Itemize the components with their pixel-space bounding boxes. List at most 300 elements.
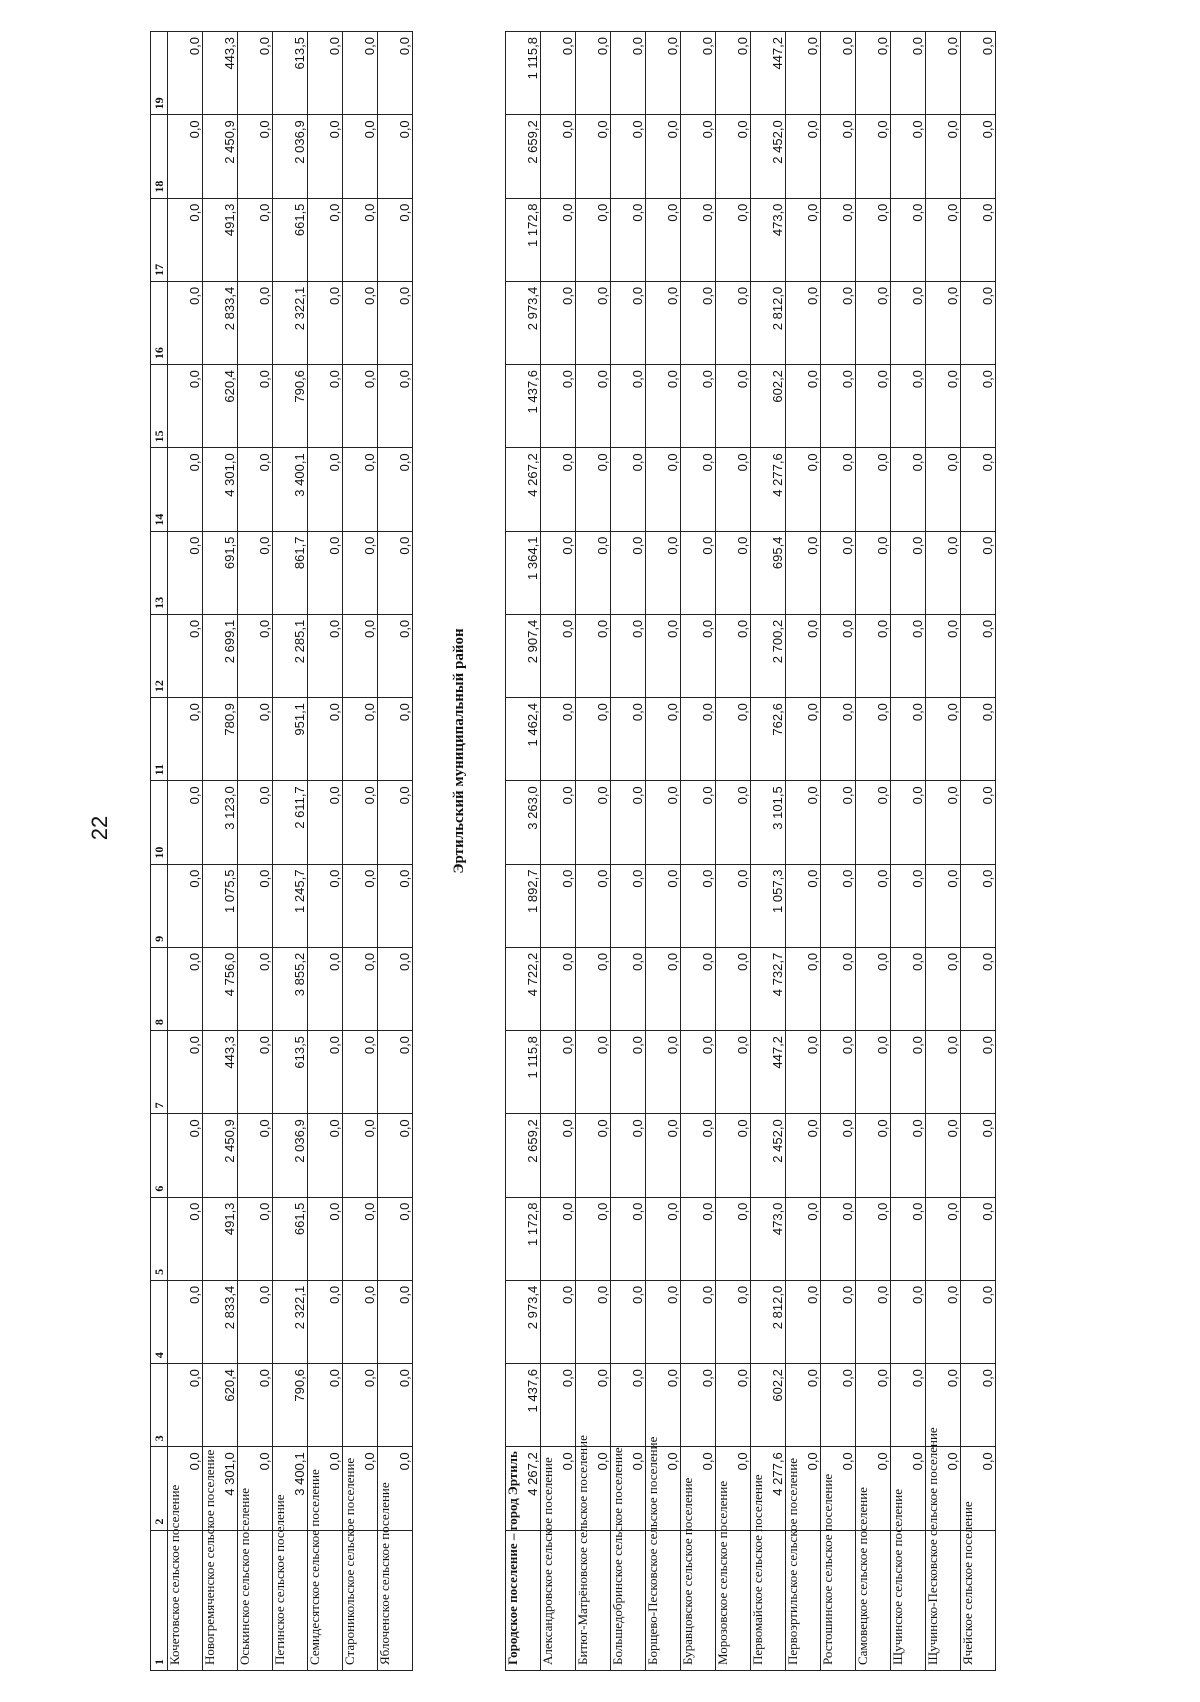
value-cell: 0,0 (856, 32, 891, 115)
value-cell: 0,0 (168, 1280, 203, 1363)
table-row (961, 32, 996, 1671)
value-cell: 0,0 (681, 1364, 716, 1447)
value-cell: 0,0 (576, 32, 611, 115)
value-cell: 0,0 (168, 281, 203, 364)
value-cell: 0,0 (378, 864, 413, 947)
value-cell: 4 756,0 (203, 947, 238, 1030)
value-cell: 0,0 (786, 947, 821, 1030)
value-cell: 0,0 (168, 365, 203, 448)
value-cell: 1 172,8 (506, 198, 541, 281)
value-cell: 0,0 (576, 1447, 611, 1530)
value-cell: 0,0 (926, 115, 961, 198)
value-cell: 491,3 (203, 1197, 238, 1280)
value-cell: 0,0 (308, 448, 343, 531)
value-cell: 0,0 (611, 947, 646, 1030)
value-cell: 0,0 (646, 1364, 681, 1447)
value-cell: 0,0 (891, 1031, 926, 1114)
value-cell: 0,0 (681, 115, 716, 198)
value-cell: 0,0 (308, 947, 343, 1030)
value-cell: 0,0 (168, 1031, 203, 1114)
value-cell: 0,0 (786, 614, 821, 697)
value-cell: 0,0 (541, 1280, 576, 1363)
value-cell: 0,0 (611, 698, 646, 781)
value-cell: 0,0 (378, 32, 413, 115)
value-cell: 0,0 (308, 115, 343, 198)
settlement-name: Самовецкое сельское поселение (856, 1530, 891, 1670)
column-number-cell: 15 (151, 365, 168, 448)
value-cell: 3 263,0 (506, 781, 541, 864)
value-cell: 0,0 (786, 531, 821, 614)
value-cell: 0,0 (576, 864, 611, 947)
value-cell: 443,3 (203, 1031, 238, 1114)
table-row (856, 32, 891, 1671)
value-cell: 0,0 (238, 32, 273, 115)
value-cell: 0,0 (821, 32, 856, 115)
value-cell: 2 322,1 (273, 1280, 308, 1363)
value-cell: 0,0 (891, 1114, 926, 1197)
value-cell: 0,0 (716, 698, 751, 781)
value-cell: 0,0 (308, 1280, 343, 1363)
value-cell: 4 267,2 (506, 448, 541, 531)
value-cell: 447,2 (751, 1031, 786, 1114)
value-cell: 3 400,1 (273, 448, 308, 531)
value-cell: 0,0 (378, 1280, 413, 1363)
value-cell: 0,0 (786, 115, 821, 198)
value-cell: 0,0 (343, 1031, 378, 1114)
value-cell: 0,0 (681, 781, 716, 864)
settlement-name: Новогремяченское сельское поселение (203, 1530, 238, 1670)
value-cell: 620,4 (203, 365, 238, 448)
value-cell: 0,0 (961, 1280, 996, 1363)
value-cell: 0,0 (681, 198, 716, 281)
value-cell: 491,3 (203, 198, 238, 281)
value-cell: 0,0 (961, 281, 996, 364)
value-cell: 0,0 (541, 864, 576, 947)
value-cell: 0,0 (891, 1447, 926, 1530)
value-cell: 2 973,4 (506, 1280, 541, 1363)
table-row (506, 32, 541, 1671)
value-cell: 0,0 (611, 864, 646, 947)
value-cell: 0,0 (168, 32, 203, 115)
value-cell: 0,0 (856, 614, 891, 697)
value-cell: 0,0 (821, 448, 856, 531)
value-cell: 0,0 (786, 1197, 821, 1280)
table-row (576, 32, 611, 1671)
value-cell: 0,0 (856, 531, 891, 614)
value-cell: 0,0 (681, 947, 716, 1030)
value-cell: 0,0 (681, 1197, 716, 1280)
value-cell: 2 812,0 (751, 1280, 786, 1363)
value-cell: 0,0 (343, 115, 378, 198)
value-cell: 0,0 (343, 698, 378, 781)
value-cell: 4 722,2 (506, 947, 541, 1030)
value-cell: 0,0 (716, 614, 751, 697)
table-row (751, 32, 786, 1671)
value-cell: 0,0 (961, 365, 996, 448)
value-cell: 0,0 (821, 1280, 856, 1363)
table-row (681, 32, 716, 1671)
value-cell: 0,0 (681, 281, 716, 364)
table-row (716, 32, 751, 1671)
value-cell: 4 301,0 (203, 1447, 238, 1530)
value-cell: 0,0 (576, 365, 611, 448)
value-cell: 0,0 (168, 698, 203, 781)
value-cell: 0,0 (646, 1114, 681, 1197)
value-cell: 0,0 (681, 614, 716, 697)
value-cell: 0,0 (611, 448, 646, 531)
value-cell: 0,0 (856, 1197, 891, 1280)
settlement-name: Кочетовское сельское поселение (168, 1530, 203, 1670)
value-cell: 1 245,7 (273, 864, 308, 947)
value-cell: 0,0 (541, 365, 576, 448)
value-cell: 0,0 (646, 198, 681, 281)
value-cell: 661,5 (273, 1197, 308, 1280)
column-number-cell: 17 (151, 198, 168, 281)
column-number-cell: 1 (151, 1530, 168, 1670)
value-cell: 0,0 (961, 198, 996, 281)
value-cell: 0,0 (821, 365, 856, 448)
value-cell: 0,0 (611, 115, 646, 198)
value-cell: 0,0 (238, 1114, 273, 1197)
table-part-2 (505, 31, 996, 1671)
value-cell: 0,0 (168, 614, 203, 697)
value-cell: 0,0 (646, 947, 681, 1030)
settlement-name: Щучинско-Песковское сельское поселение (926, 1530, 961, 1670)
column-number-cell: 3 (151, 1364, 168, 1447)
value-cell: 0,0 (308, 864, 343, 947)
value-cell: 0,0 (541, 781, 576, 864)
value-cell: 0,0 (716, 115, 751, 198)
value-cell: 0,0 (926, 32, 961, 115)
value-cell: 1 364,1 (506, 531, 541, 614)
value-cell: 0,0 (168, 1364, 203, 1447)
value-cell: 0,0 (786, 1031, 821, 1114)
page-number: 22 (87, 815, 112, 841)
value-cell: 0,0 (238, 448, 273, 531)
value-cell: 0,0 (576, 947, 611, 1030)
value-cell: 0,0 (716, 365, 751, 448)
value-cell: 0,0 (541, 1447, 576, 1530)
value-cell: 0,0 (681, 448, 716, 531)
value-cell: 0,0 (821, 1447, 856, 1530)
value-cell: 0,0 (378, 1447, 413, 1530)
value-cell: 447,2 (751, 32, 786, 115)
column-number-cell: 19 (151, 32, 168, 115)
value-cell: 3 123,0 (203, 781, 238, 864)
value-cell: 0,0 (856, 365, 891, 448)
value-cell: 473,0 (751, 198, 786, 281)
value-cell: 602,2 (751, 365, 786, 448)
value-cell: 0,0 (168, 781, 203, 864)
value-cell: 0,0 (646, 365, 681, 448)
value-cell: 0,0 (646, 448, 681, 531)
value-cell: 0,0 (308, 1197, 343, 1280)
value-cell: 0,0 (961, 1364, 996, 1447)
value-cell: 0,0 (238, 365, 273, 448)
settlement-name: Борщево-Песковское сельское поселение (646, 1530, 681, 1670)
value-cell: 0,0 (891, 198, 926, 281)
value-cell: 0,0 (576, 1197, 611, 1280)
value-cell: 0,0 (611, 198, 646, 281)
value-cell: 0,0 (786, 698, 821, 781)
value-cell: 0,0 (961, 1447, 996, 1530)
value-cell: 0,0 (611, 1114, 646, 1197)
value-cell: 2 700,2 (751, 614, 786, 697)
settlement-name: Щучинское сельское поселение (891, 1530, 926, 1670)
value-cell: 0,0 (681, 1447, 716, 1530)
settlement-name: Семидесятское сельское поселение (308, 1530, 343, 1670)
value-cell: 0,0 (821, 947, 856, 1030)
value-cell: 0,0 (238, 864, 273, 947)
value-cell: 0,0 (681, 531, 716, 614)
value-cell: 0,0 (856, 781, 891, 864)
value-cell: 0,0 (576, 698, 611, 781)
value-cell: 0,0 (821, 864, 856, 947)
settlement-name: Староникольское сельское поселение (343, 1530, 378, 1670)
value-cell: 0,0 (238, 781, 273, 864)
value-cell: 0,0 (926, 864, 961, 947)
value-cell: 0,0 (576, 281, 611, 364)
value-cell: 0,0 (681, 32, 716, 115)
value-cell: 0,0 (576, 531, 611, 614)
value-cell: 0,0 (681, 1031, 716, 1114)
value-cell: 0,0 (891, 698, 926, 781)
value-cell: 0,0 (343, 864, 378, 947)
value-cell: 0,0 (238, 198, 273, 281)
value-cell: 0,0 (926, 365, 961, 448)
value-cell: 0,0 (891, 448, 926, 531)
value-cell: 2 450,9 (203, 1114, 238, 1197)
value-cell: 0,0 (786, 32, 821, 115)
table-row (611, 32, 646, 1671)
value-cell: 0,0 (308, 614, 343, 697)
value-cell: 0,0 (716, 281, 751, 364)
value-cell: 0,0 (238, 947, 273, 1030)
value-cell: 2 452,0 (751, 1114, 786, 1197)
settlement-name: Яблоченское сельское поселение (378, 1530, 413, 1670)
value-cell: 0,0 (576, 448, 611, 531)
value-cell: 0,0 (576, 1031, 611, 1114)
value-cell: 0,0 (961, 947, 996, 1030)
value-cell: 0,0 (961, 614, 996, 697)
column-number-cell: 8 (151, 947, 168, 1030)
value-cell: 0,0 (786, 1364, 821, 1447)
value-cell: 0,0 (786, 1114, 821, 1197)
column-number-cell: 11 (151, 698, 168, 781)
value-cell: 1 172,8 (506, 1197, 541, 1280)
column-number-cell: 14 (151, 448, 168, 531)
value-cell: 0,0 (926, 1280, 961, 1363)
value-cell: 0,0 (378, 448, 413, 531)
value-cell: 0,0 (343, 1364, 378, 1447)
value-cell: 0,0 (926, 698, 961, 781)
value-cell: 0,0 (378, 115, 413, 198)
value-cell: 0,0 (541, 115, 576, 198)
value-cell: 0,0 (856, 1280, 891, 1363)
value-cell: 0,0 (716, 531, 751, 614)
value-cell: 0,0 (238, 115, 273, 198)
value-cell: 0,0 (716, 1280, 751, 1363)
value-cell: 0,0 (168, 947, 203, 1030)
value-cell: 0,0 (611, 781, 646, 864)
value-cell: 0,0 (716, 198, 751, 281)
value-cell: 0,0 (681, 698, 716, 781)
value-cell: 2 452,0 (751, 115, 786, 198)
value-cell: 0,0 (308, 531, 343, 614)
value-cell: 0,0 (378, 1031, 413, 1114)
value-cell: 0,0 (378, 1114, 413, 1197)
settlement-name: Ростошинское сельское поселение (821, 1530, 856, 1670)
value-cell: 0,0 (343, 448, 378, 531)
value-cell: 0,0 (646, 115, 681, 198)
value-cell: 0,0 (611, 1280, 646, 1363)
value-cell: 0,0 (926, 1114, 961, 1197)
column-number-cell: 13 (151, 531, 168, 614)
value-cell: 0,0 (378, 531, 413, 614)
table-row (926, 32, 961, 1671)
value-cell: 0,0 (611, 1197, 646, 1280)
settlement-name: Оськинское сельское поселение (238, 1530, 273, 1670)
value-cell: 0,0 (716, 1364, 751, 1447)
value-cell: 0,0 (856, 1364, 891, 1447)
value-cell: 0,0 (238, 1197, 273, 1280)
value-cell: 0,0 (856, 1447, 891, 1530)
value-cell: 1 437,6 (506, 365, 541, 448)
value-cell: 0,0 (856, 698, 891, 781)
value-cell: 2 659,2 (506, 115, 541, 198)
value-cell: 0,0 (646, 781, 681, 864)
value-cell: 0,0 (611, 1031, 646, 1114)
value-cell: 0,0 (821, 1114, 856, 1197)
value-cell: 695,4 (751, 531, 786, 614)
value-cell: 0,0 (343, 947, 378, 1030)
column-number-cell: 18 (151, 115, 168, 198)
settlement-name: Ячейское сельское поселение (961, 1530, 996, 1670)
value-cell: 0,0 (891, 1364, 926, 1447)
value-cell: 4 732,7 (751, 947, 786, 1030)
value-cell: 2 812,0 (751, 281, 786, 364)
value-cell: 613,5 (273, 32, 308, 115)
value-cell: 0,0 (891, 947, 926, 1030)
value-cell: 0,0 (541, 947, 576, 1030)
value-cell: 0,0 (168, 1114, 203, 1197)
value-cell: 0,0 (343, 1197, 378, 1280)
value-cell: 0,0 (821, 781, 856, 864)
value-cell: 0,0 (378, 1197, 413, 1280)
value-cell: 0,0 (308, 198, 343, 281)
value-cell: 0,0 (961, 115, 996, 198)
value-cell: 0,0 (786, 281, 821, 364)
value-cell: 0,0 (961, 448, 996, 531)
value-cell: 0,0 (891, 1280, 926, 1363)
value-cell: 0,0 (681, 1280, 716, 1363)
table-row (273, 32, 308, 1671)
value-cell: 0,0 (611, 32, 646, 115)
value-cell: 0,0 (961, 1031, 996, 1114)
value-cell: 762,6 (751, 698, 786, 781)
value-cell: 0,0 (646, 864, 681, 947)
value-cell: 0,0 (238, 1364, 273, 1447)
value-cell: 0,0 (891, 365, 926, 448)
table-row (308, 32, 343, 1671)
value-cell: 0,0 (343, 1114, 378, 1197)
value-cell: 0,0 (378, 1364, 413, 1447)
value-cell: 0,0 (926, 198, 961, 281)
value-cell: 780,9 (203, 698, 238, 781)
value-cell: 0,0 (646, 698, 681, 781)
value-cell: 0,0 (611, 531, 646, 614)
value-cell: 0,0 (716, 947, 751, 1030)
value-cell: 0,0 (786, 1447, 821, 1530)
column-number-cell: 5 (151, 1197, 168, 1280)
value-cell: 0,0 (378, 281, 413, 364)
value-cell: 0,0 (378, 614, 413, 697)
value-cell: 2 699,1 (203, 614, 238, 697)
value-cell: 0,0 (541, 198, 576, 281)
value-cell: 0,0 (961, 781, 996, 864)
column-number-cell: 9 (151, 864, 168, 947)
value-cell: 0,0 (576, 1280, 611, 1363)
value-cell: 0,0 (891, 281, 926, 364)
value-cell: 0,0 (891, 32, 926, 115)
value-cell: 0,0 (926, 531, 961, 614)
value-cell: 0,0 (856, 281, 891, 364)
value-cell: 0,0 (681, 365, 716, 448)
value-cell: 443,3 (203, 32, 238, 115)
value-cell: 0,0 (821, 614, 856, 697)
value-cell: 0,0 (611, 1364, 646, 1447)
value-cell: 0,0 (646, 1031, 681, 1114)
value-cell: 0,0 (168, 198, 203, 281)
value-cell: 0,0 (961, 1114, 996, 1197)
value-cell: 0,0 (786, 198, 821, 281)
value-cell: 0,0 (891, 1197, 926, 1280)
value-cell: 0,0 (961, 1197, 996, 1280)
value-cell: 0,0 (716, 1197, 751, 1280)
value-cell: 0,0 (961, 864, 996, 947)
value-cell: 4 277,6 (751, 1447, 786, 1530)
value-cell: 0,0 (343, 1280, 378, 1363)
value-cell: 0,0 (378, 198, 413, 281)
value-cell: 0,0 (541, 1114, 576, 1197)
value-cell: 0,0 (646, 531, 681, 614)
value-cell: 0,0 (308, 1447, 343, 1530)
value-cell: 0,0 (646, 281, 681, 364)
value-cell: 4 277,6 (751, 448, 786, 531)
value-cell: 0,0 (541, 448, 576, 531)
value-cell: 0,0 (308, 32, 343, 115)
value-cell: 951,1 (273, 698, 308, 781)
value-cell: 0,0 (821, 698, 856, 781)
value-cell: 0,0 (343, 365, 378, 448)
table-container (150, 31, 996, 1671)
value-cell: 4 267,2 (506, 1447, 541, 1530)
value-cell: 0,0 (961, 32, 996, 115)
column-number-cell: 6 (151, 1114, 168, 1197)
table-row (646, 32, 681, 1671)
value-cell: 0,0 (926, 614, 961, 697)
value-cell: 0,0 (891, 781, 926, 864)
value-cell: 0,0 (891, 864, 926, 947)
value-cell: 0,0 (343, 781, 378, 864)
value-cell: 613,5 (273, 1031, 308, 1114)
settlement-name: Городское поселение – город Эртиль (506, 1530, 541, 1670)
value-cell: 0,0 (926, 947, 961, 1030)
value-cell: 3 101,5 (751, 781, 786, 864)
value-cell: 0,0 (343, 198, 378, 281)
value-cell: 0,0 (378, 947, 413, 1030)
value-cell: 0,0 (576, 115, 611, 198)
